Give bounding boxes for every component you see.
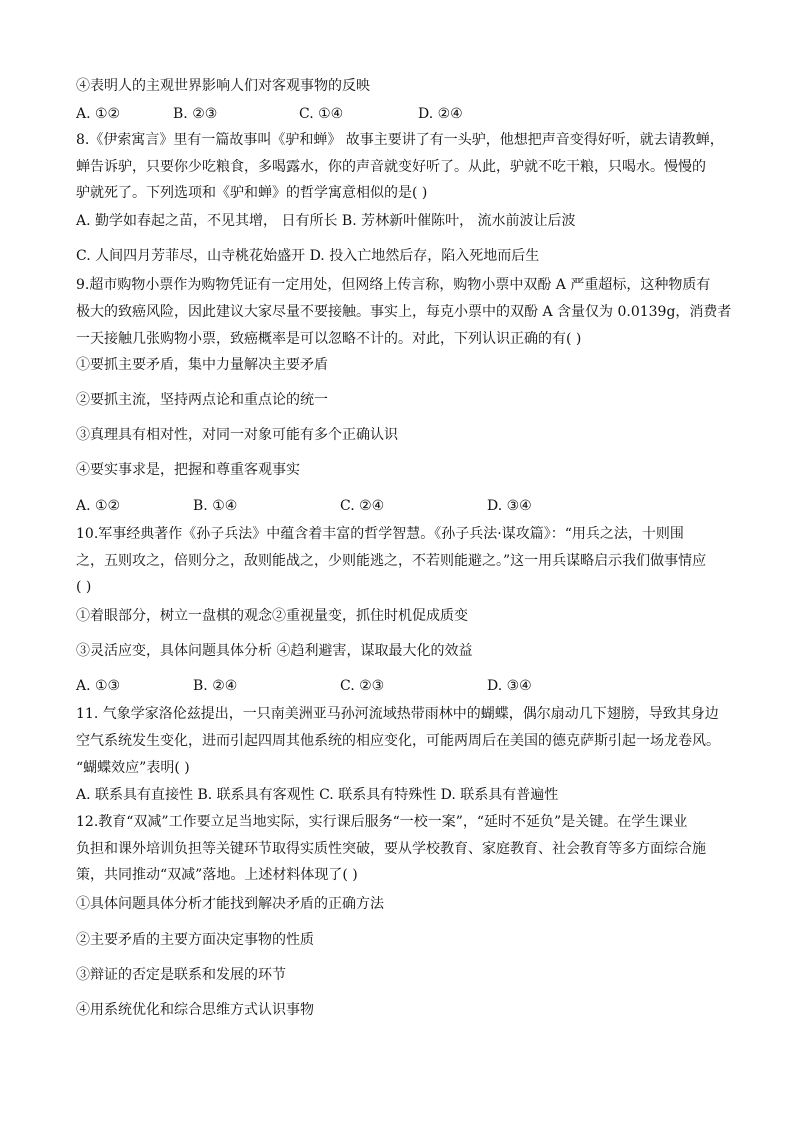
option-d: D. ③④ bbox=[487, 678, 532, 694]
question-9-line-2: 极大的致癌风险，因此建议大家尽量不要接触。事实上，每克小票中的双酚 A 含量仅为 0.0139g，消费者 bbox=[76, 304, 732, 320]
option-d: D. ③④ bbox=[487, 498, 532, 514]
question-11-line-3: “蝴蝶效应”表明( ) bbox=[76, 760, 190, 776]
statement-2: ②主要矛盾的主要方面决定事物的性质 bbox=[76, 932, 314, 948]
option-b: B. ②③ bbox=[173, 106, 218, 122]
question-8-line-3: 驴就死了。下列选项和《驴和蝉》的哲学寓意相似的是( ) bbox=[76, 185, 428, 201]
option-d: D. ②④ bbox=[418, 106, 463, 122]
question-12-line-1: 12.教育“双减”工作要立足当地实际，实行课后服务“一校一案”，“延时不延负”是关键。在学生课业 bbox=[76, 814, 688, 830]
question-12-line-3: 策，共同推动“双减”落地。上述材料体现了( ) bbox=[76, 867, 358, 883]
question-11-line-2: 空气系统发生变化，进而引起四周其他系统的相应变化，可能两周后在美国的德克萨斯引起一场龙卷风。 bbox=[76, 733, 720, 749]
question-9-line-3: 一天接触几张购物小票，致癌概率是可以忽略不计的。对此，下列认识正确的有( ) bbox=[76, 331, 582, 347]
option-c: C. ②④ bbox=[340, 498, 385, 514]
option-a: A. ①③ bbox=[76, 678, 121, 694]
question-8-options-ab: A. 勤学如春起之苗，不见其增， 日有所长 B. 芳林新叶催陈叶， 流水前波让后波 bbox=[76, 213, 576, 229]
statement-line-12: ①着眼部分，树立一盘棋的观念②重视量变，抓住时机促成质变 bbox=[76, 608, 468, 624]
option-a: A. ①② bbox=[76, 498, 121, 514]
statement-line-34: ③灵活应变，具体问题具体分析 ④趋利避害，谋取最大化的效益 bbox=[76, 643, 473, 659]
question-11-line-1: 11. 气象学家洛伦兹提出，一只南美洲亚马孙河流域热带雨林中的蝴蝶，偶尔扇动几下翅膀，导致其身边 bbox=[76, 706, 719, 722]
question-11-options: A. 联系具有直接性 B. 联系具有客观性 C. 联系具有特殊性 D. 联系具有普遍性 bbox=[76, 787, 559, 803]
statement-3: ③真理具有相对性，对同一对象可能有多个正确认识 bbox=[76, 427, 398, 443]
option-a: A. ①② bbox=[76, 106, 121, 122]
statement-4: ④要实事求是，把握和尊重客观事实 bbox=[76, 462, 300, 478]
statement-1: ①具体问题具体分析才能找到解决矛盾的正确方法 bbox=[76, 896, 384, 912]
option-b: B. ①④ bbox=[193, 498, 238, 514]
question-10-line-3: ( ) bbox=[76, 579, 92, 595]
statement-4: ④用系统优化和综合思维方式认识事物 bbox=[76, 1002, 314, 1018]
statement-3: ③辩证的否定是联系和发展的环节 bbox=[76, 967, 286, 983]
question-8-line-1: 8.《伊索寓言》里有一篇故事叫《驴和蝉》 故事主要讲了有一头驴，他想把声音变得好听，就去请教蝉， bbox=[76, 132, 724, 148]
option-c: C. ①④ bbox=[299, 106, 344, 122]
option-b: B. ②④ bbox=[193, 678, 238, 694]
question-8-options-cd: C. 人间四月芳菲尽，山寺桃花始盛开 D. 投入亡地然后存，陷入死地而后生 bbox=[76, 248, 540, 264]
question-10-line-1: 10.军事经典著作《孙子兵法》中蕴含着丰富的哲学智慧。《孙子兵法·谋攻篇》：“用兵之法，十则围 bbox=[76, 526, 684, 542]
option-c: C. ②③ bbox=[340, 678, 385, 694]
question-9-line-1: 9.超市购物小票作为购物凭证有一定用处，但网络上传言称，购物小票中双酚 A 严重超标，这种物质有 bbox=[76, 277, 711, 293]
text-line: ④表明人的主观世界影响人们对客观事物的反映 bbox=[76, 78, 370, 94]
statement-1: ①要抓主要矛盾，集中力量解决主要矛盾 bbox=[76, 357, 328, 373]
question-8-line-2: 蝉告诉驴，只要你少吃粮食，多喝露水，你的声音就变好听了。从此，驴就不吃干粮，只喝水。慢慢的 bbox=[76, 159, 706, 175]
statement-2: ②要抓主流，坚持两点论和重点论的统一 bbox=[76, 392, 328, 408]
question-10-line-2: 之，五则攻之，倍则分之，敌则能战之，少则能逃之，不若则能避之。”这一用兵谋略启示我们做事情应 bbox=[76, 553, 707, 569]
question-12-line-2: 负担和课外培训负担等关键环节取得实质性突破，要从学校教育、家庭教育、社会教育等多方面综合施 bbox=[76, 841, 706, 857]
